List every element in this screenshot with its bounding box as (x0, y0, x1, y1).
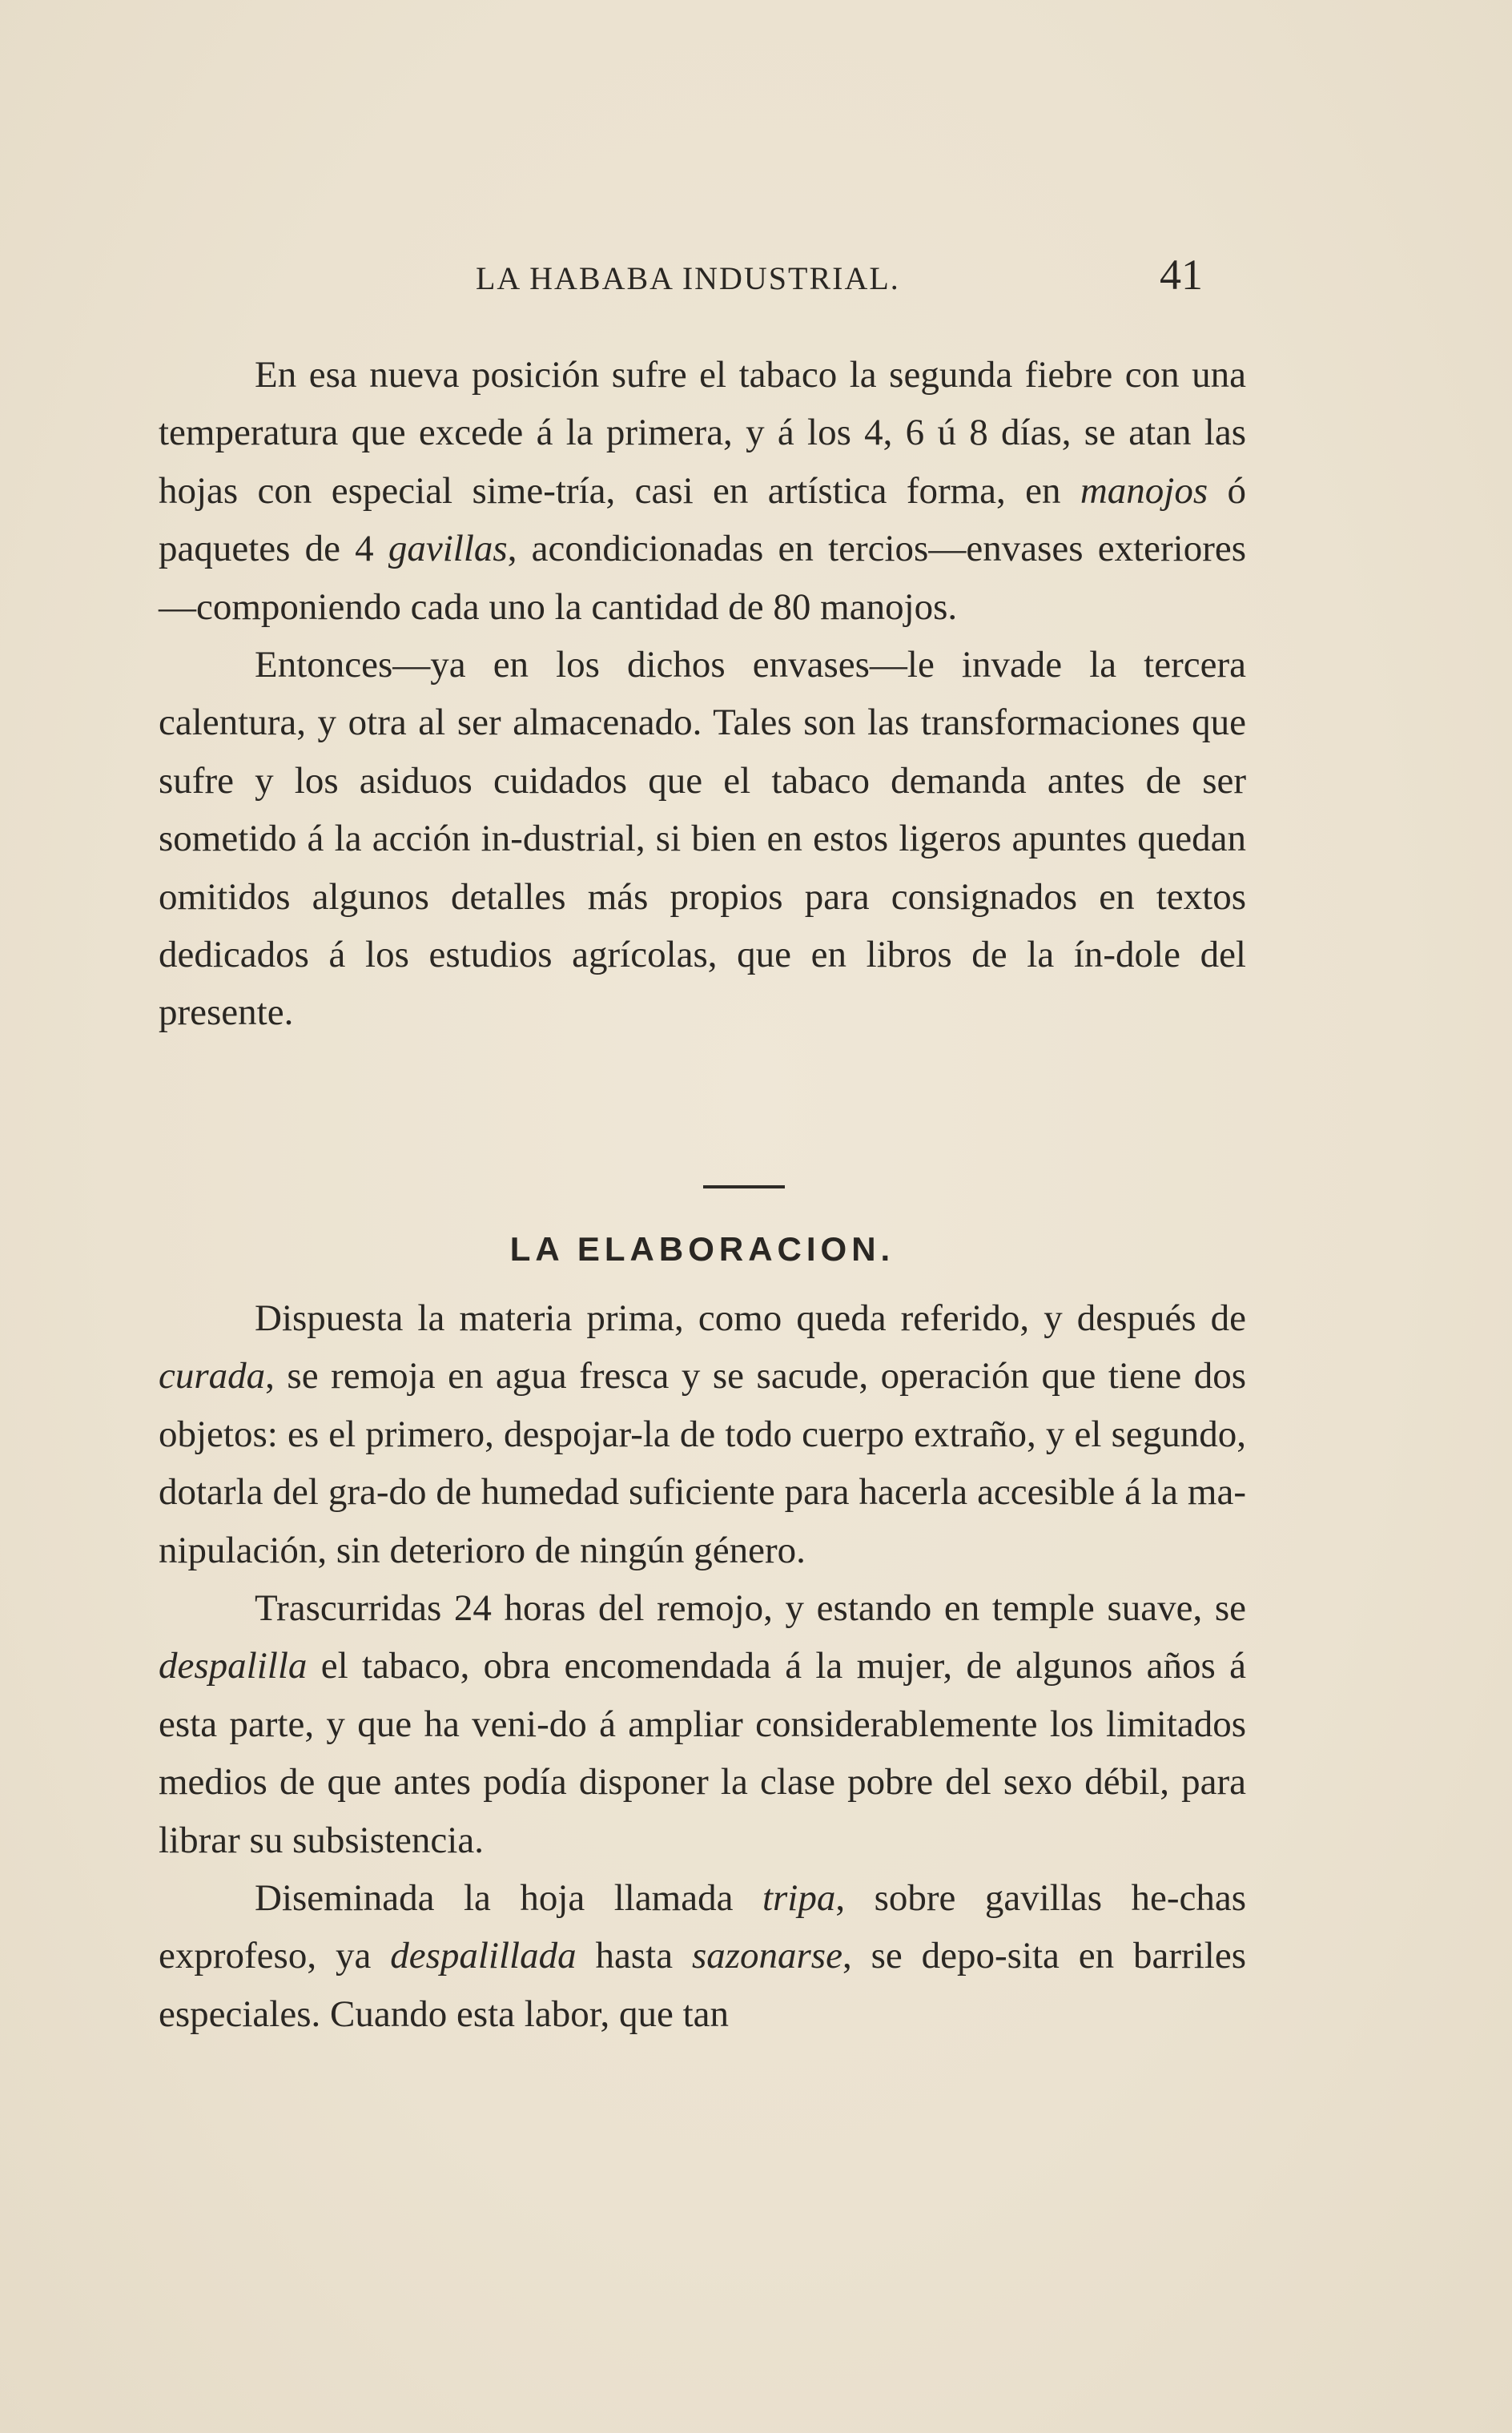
text-run: hasta (576, 1935, 692, 1977)
paragraph (159, 1579, 1246, 1869)
text-run: Diseminada la hoja llamada (255, 1877, 762, 1920)
section-heading: LA ELABORACION. (509, 1230, 895, 1268)
italic-term: tripa (762, 1877, 836, 1920)
paragraph (159, 1869, 1246, 2043)
text-block-top (159, 346, 1246, 1042)
paragraph (159, 346, 1246, 636)
italic-term: sazonarse (691, 1935, 842, 1977)
section-divider (703, 1185, 785, 1188)
paragraph (159, 1289, 1246, 1579)
running-title: LA HABABA INDUSTRIAL. (476, 260, 900, 296)
text-run: , acondicionadas en tercios—envases exteriores—componiendo cada uno la cantidad de 80 manojos. (159, 528, 1246, 628)
text-run: ó paquetes de 4 (159, 469, 1247, 570)
text-block-bottom (159, 1289, 1246, 2043)
italic-term: despalilla (159, 1645, 308, 1687)
page-header (159, 251, 1246, 303)
paragraph: Entonces—ya en los dichos envases—le invade la tercera calentura, y otra al ser almacenado. Tales son las transformaciones que sufre y los asiduos cuidados que el tabaco demanda antes de ser sometido á la acción in-dustrial, si bien en estos ligeros apuntes quedan omitidos algunos detalles más propios para consignados en textos dedicados á los estudios agrícolas, que en libros de la ín-dole del presente. (159, 644, 1246, 1034)
italic-term: manojos (1080, 469, 1208, 512)
text-run: En esa nueva posición sufre el tabaco la segunda fiebre con una temperatura que excede á la primera, y á los 4, 6 ú 8 días, se atan las hojas con especial sime-tría, casi en artística forma, en (159, 354, 1246, 512)
italic-term: despalillada (390, 1935, 577, 1977)
text-run: , se depo-sita en barriles especiales. Cuando esta labor, que tan (159, 1935, 1246, 2035)
italic-term: curada (159, 1355, 266, 1397)
text-run: , se remoja en agua fresca y se sacude, operación que tiene dos objetos: es el primero, despojar-la de todo cuerpo extraño, y el segundo, dotarla del gra-do de humedad suficiente para hacerla accesible á la ma-nipulación, sin deterioro de ningún género. (159, 1355, 1246, 1571)
text-run: Dispuesta la materia prima, como queda referido, y después de (255, 1297, 1246, 1339)
page-number: 41 (1160, 251, 1203, 299)
italic-term: gavillas (388, 528, 508, 570)
text-run: el tabaco, obra encomendada á la mujer, de algunos años á esta parte, y que ha veni-do á ampliar considerablemente los limitados medios de que antes podía disponer la clase pobre del sexo débil, para librar su subsistencia. (159, 1645, 1246, 1861)
text-run: Trascurridas 24 horas del remojo, y estando en temple suave, se (255, 1587, 1246, 1630)
text-run: , sobre gavillas he-chas exprofeso, ya (159, 1877, 1247, 1977)
